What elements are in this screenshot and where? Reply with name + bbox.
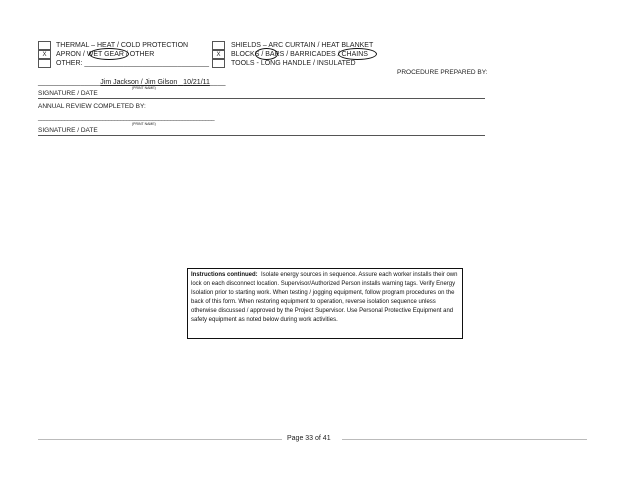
chains-circle-mark (338, 48, 377, 60)
annual-signature-label: SIGNATURE / DATE (38, 127, 98, 134)
prepared-blank-suffix: ____ (209, 79, 226, 86)
other-label: OTHER: ________________________________ (56, 60, 209, 67)
annual-divider (38, 135, 485, 136)
instructions-box (187, 268, 463, 339)
annual-review-blank: ____________________________________________________________ (38, 115, 215, 121)
prepared-signature-label: SIGNATURE / DATE (38, 90, 98, 97)
thermal-label: THERMAL – HEAT / COLD PROTECTION (56, 42, 189, 49)
blocks-checkbox[interactable]: X (212, 50, 225, 59)
prepared-date: 10/21/11 (183, 79, 210, 86)
instructions-body: Isolate energy sources in sequence. Assure each worker installs their own lock on each disconnect location. Supervisor/Authorized Person installs warning tags. Verify Energy Isolation prior to starting work. When testing / jogging equipment, follow program procedures on the back of this form. When restoring equipment to operation, reverse isolation sequence unless otherwise discussed / approved by the Project Supervisor. Use Personal Protective Equipment and safety equipment as noted below during work activities. (191, 272, 458, 323)
thermal-checkbox[interactable] (38, 41, 51, 50)
tools-label: TOOLS - LONG HANDLE / INSULATED (231, 60, 356, 67)
prepared-divider (38, 98, 485, 99)
apron-checkbox[interactable]: X (38, 50, 51, 59)
shields-checkbox[interactable] (212, 41, 225, 50)
prepared-print-name-caption: (PRINT NAME) (132, 86, 156, 90)
instructions-heading: Instructions continued: (191, 272, 258, 278)
shields-label: SHIELDS – ARC CURTAIN / HEAT BLANKET (231, 42, 374, 49)
wet-gear-circle-mark (89, 48, 129, 60)
apron-label: APRON / WET GEAR / OTHER (56, 51, 155, 58)
annual-print-name-caption: (PRINT NAME) (132, 122, 156, 126)
tools-checkbox[interactable] (212, 59, 225, 68)
bars-circle-mark (255, 48, 278, 60)
blocks-label: BLOCKS / BARS / BARRICADES / CHAINS (231, 51, 368, 58)
prepared-blank-prefix: ________________ (38, 79, 101, 86)
footer-rule-right (342, 439, 587, 440)
other-checkbox[interactable] (38, 59, 51, 68)
annual-review-heading: ANNUAL REVIEW COMPLETED BY: (38, 103, 146, 110)
page-number: Page 33 of 41 (287, 435, 331, 442)
procedure-prepared-heading: PROCEDURE PREPARED BY: (397, 69, 488, 76)
footer-rule-left (38, 439, 282, 440)
prepared-name: Jim Jackson / Jim Gilson (100, 79, 178, 86)
